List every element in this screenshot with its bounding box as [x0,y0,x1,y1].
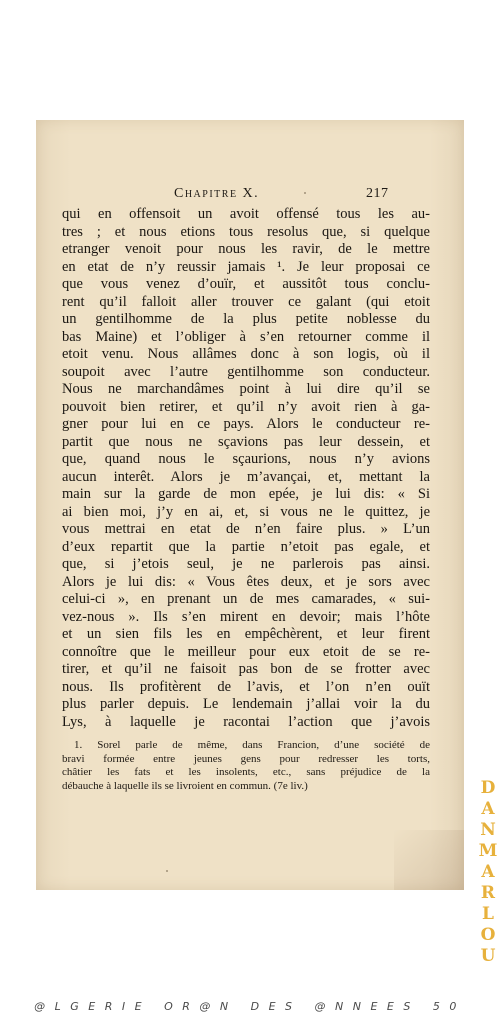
text-line: tres ; et nous etions tous resolus que, si quelque [62,223,430,240]
watermark-letter: U [480,946,496,966]
watermark-letter: A [481,862,495,882]
text-line: et un sien fils les en empêchèrent, et leur firent [62,626,430,642]
watermark-letter: R [480,883,496,903]
page-number: 217 [366,186,389,201]
footnote-line: châtier les fats et les insolents, etc., sans préjudice de la [62,766,430,778]
text-line: vez-nous ». Ils s’en mirent en devoir; mais l’hôte [62,608,430,625]
text-line: main sur la garde de mon epée, je lui dis: « Si [62,486,430,502]
text-line: nous. Ils profitèrent de l’avis, et l’on n’en ouït [62,678,430,695]
paper-speck [304,192,306,194]
text-line: aucun interêt. Alors je m’avançai, et, mettant la [62,468,430,485]
footnote-line: 1. Sorel parle de même, dans Francion, d’une société de [74,739,430,751]
text-line: tirer, et qu’il ne faisoit pas bon de se frotter avec [62,661,430,677]
text-line: en etat de n’y reussir jamais ¹. Je leur proposai ce [62,258,430,275]
text-line: d’eux repartit que la partie n’etoit pas egale, et [62,538,430,555]
footnote-line: bravi formée entre jeunes gens pour redresser les torts, [62,752,430,765]
text-line: partit que nous ne sçavions pas leur dessein, et [62,433,430,450]
text-line: gner pour lui en ce pays. Alors le conducteur re- [62,416,430,432]
watermark-letter: A [481,799,495,819]
text-line: que, quand nous le sçaurions, nous n’y avions [62,451,430,467]
text-line: un gentilhomme de la plus petite noblesse du [62,311,430,327]
text-line: celui-ci », en prenant un de mes camarades, « sui- [62,591,430,607]
text-line: etoit venu. Nous allâmes donc à son logis, où il [62,346,430,362]
watermark-letter: O [480,925,496,945]
text-line: connoître que le meilleur pour eux etoit de se re- [62,643,430,660]
text-line: pouvoit bien retirer, et qu’il n’y avoit rien à ga- [62,398,430,415]
text-line: Alors je lui dis: « Vous êtes deux, et je sors avec [62,573,430,590]
text-line: ai bien moi, j’y en ai, et, si vous ne le quittez, je [62,503,430,520]
text-line: que, si j’etois seul, je ne parlerois pas ainsi. [62,556,430,572]
page-fold-shadow [394,830,464,890]
paper-speck [166,870,168,872]
text-line: bas Maine) et l’obliger à s’en retourner comme il [62,328,430,345]
text-line: etranger venoit pour nous les ravir, de le mettre [62,241,430,257]
text-line: Nous ne marchandâmes point à lui dire qu’il se [62,381,430,397]
text-line: qui en offensoit un avoit offensé tous les au- [62,206,430,222]
text-line: rent qu’il falloit aller trouver ce galant (qui etoit [62,293,430,310]
footnote [62,739,430,793]
text-line: soupoit avec l’autre gentilhomme son conducteur. [62,363,430,380]
watermark-letter: M [478,841,498,861]
chapter-title: Chapitre X. [174,186,260,201]
watermark-letter: N [480,820,496,840]
watermark-letter: L [482,904,494,924]
book-page [36,120,464,890]
footer-caption: @LGERIE OR@N DES @NNEES 50 [34,1000,466,1013]
body-text [62,206,430,731]
text-line: Lys, à laquelle je racontai l’action que j’avois [62,713,430,730]
text-line: que vous venez d’ouïr, et aussitôt tous conclu- [62,276,430,292]
vertical-watermark [478,778,498,967]
text-line: vous mettrai en etat de n’en faire plus. » L’un [62,521,430,537]
watermark-letter: D [480,778,496,798]
running-header [36,186,464,206]
footnote-line: débauche à laquelle ils se livroient en commun. (7e liv.) [62,779,308,792]
text-line: plus parler depuis. Le lendemain j’allai voir la du [62,696,430,712]
